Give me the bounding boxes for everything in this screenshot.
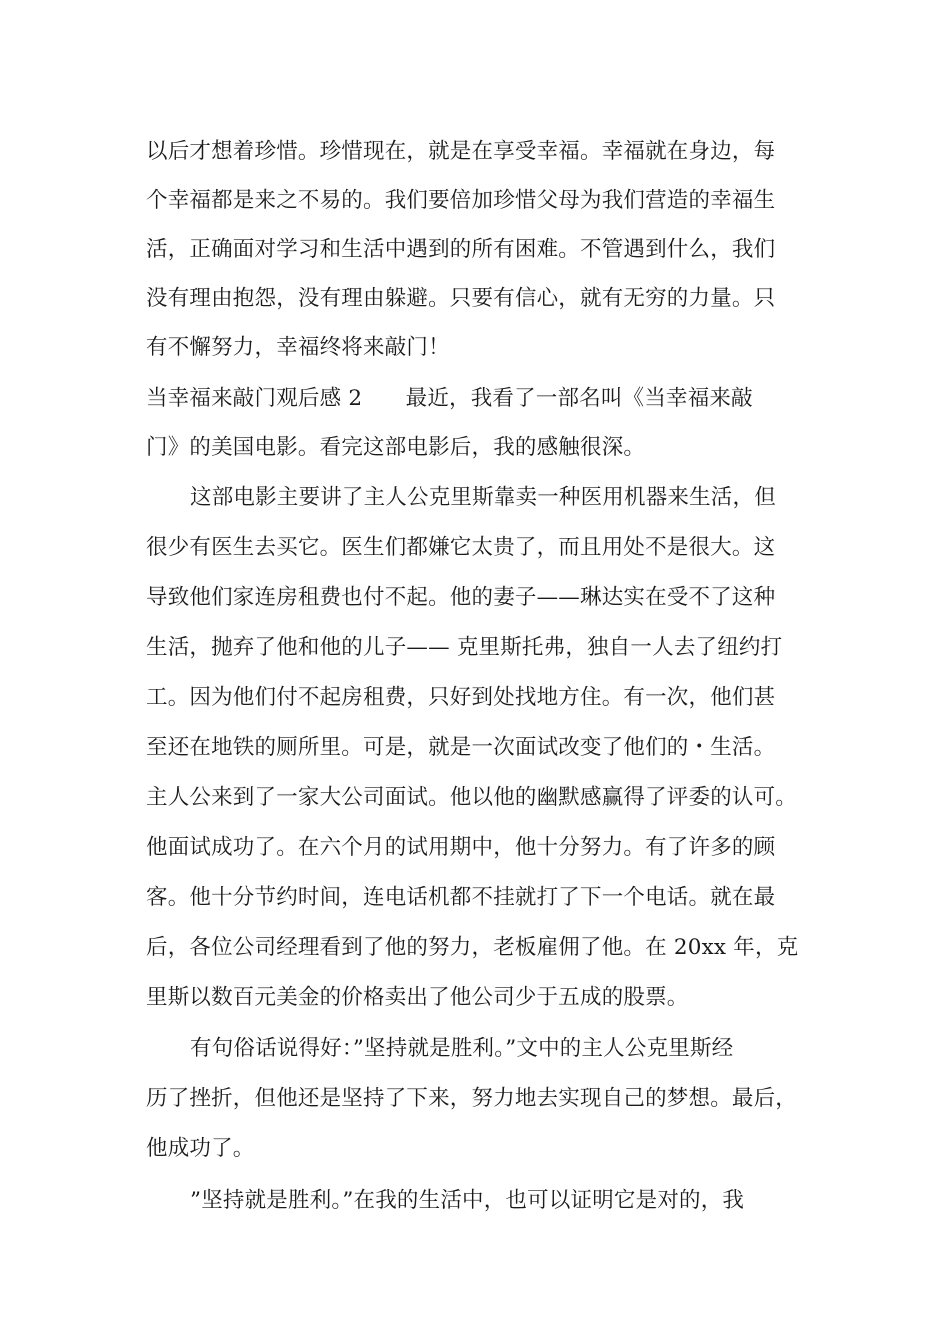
text-line: 很少有医生去买它。医生们都嫌它太贵了，而且用处不是很大。这 <box>146 535 776 560</box>
text-line: 后，各位公司经理看到了他的努力，老板雇佣了他。在 20xx 年，克 <box>146 935 799 960</box>
text-line: 至还在地铁的厕所里。可是，就是一次面试改变了他们的・生活。 <box>146 735 776 760</box>
section-heading-line: 当幸福来敲门观后感 2 最近，我看了一部名叫《当幸福来敲 <box>146 386 753 411</box>
text-line: 里斯以数百元美金的价格卖出了他公司少于五成的股票。 <box>146 985 689 1010</box>
text-line: 导致他们家连房租费也付不起。他的妻子——琳达实在受不了这种 <box>146 585 776 610</box>
paragraph-start-line: 这部电影主要讲了主人公克里斯靠卖一种医用机器来生活，但 <box>190 485 776 510</box>
text-line: 没有理由抱怨，没有理由躲避。只要有信心，就有无穷的力量。只 <box>146 286 776 311</box>
text-line: 历了挫折，但他还是坚持了下来，努力地去实现自己的梦想。最后， <box>146 1086 798 1111</box>
paragraph-start-line: ”坚持就是胜利。”在我的生活中，也可以证明它是对的，我 <box>190 1188 745 1213</box>
text-line: 他面试成功了。在六个月的试用期中，他十分努力。有了许多的顾 <box>146 835 776 860</box>
text-line: 工。因为他们付不起房租费，只好到处找地方住。有一次，他们甚 <box>146 685 776 710</box>
text-line: 客。他十分节约时间，连电话机都不挂就打了下一个电话。就在最 <box>146 885 776 910</box>
text-line: 个幸福都是来之不易的。我们要倍加珍惜父母为我们营造的幸福生 <box>146 188 776 213</box>
paragraph-start-line: 有句俗话说得好：”坚持就是胜利。”文中的主人公克里斯经 <box>190 1036 734 1061</box>
text-line: 主人公来到了一家大公司面试。他以他的幽默感赢得了评委的认可。 <box>146 785 798 810</box>
text-line: 以后才想着珍惜。珍惜现在，就是在享受幸福。幸福就在身边，每 <box>146 139 776 164</box>
text-line: 有不懈努力，幸福终将来敲门！ <box>146 335 450 360</box>
text-line: 生活，抛弃了他和他的儿子—— 克里斯托弗，独自一人去了纽约打 <box>146 635 783 660</box>
text-line: 他成功了。 <box>146 1136 255 1161</box>
text-line: 活，正确面对学习和生活中遇到的所有困难。不管遇到什么，我们 <box>146 237 776 262</box>
text-line: 门》的美国电影。看完这部电影后，我的感触很深。 <box>146 435 646 460</box>
